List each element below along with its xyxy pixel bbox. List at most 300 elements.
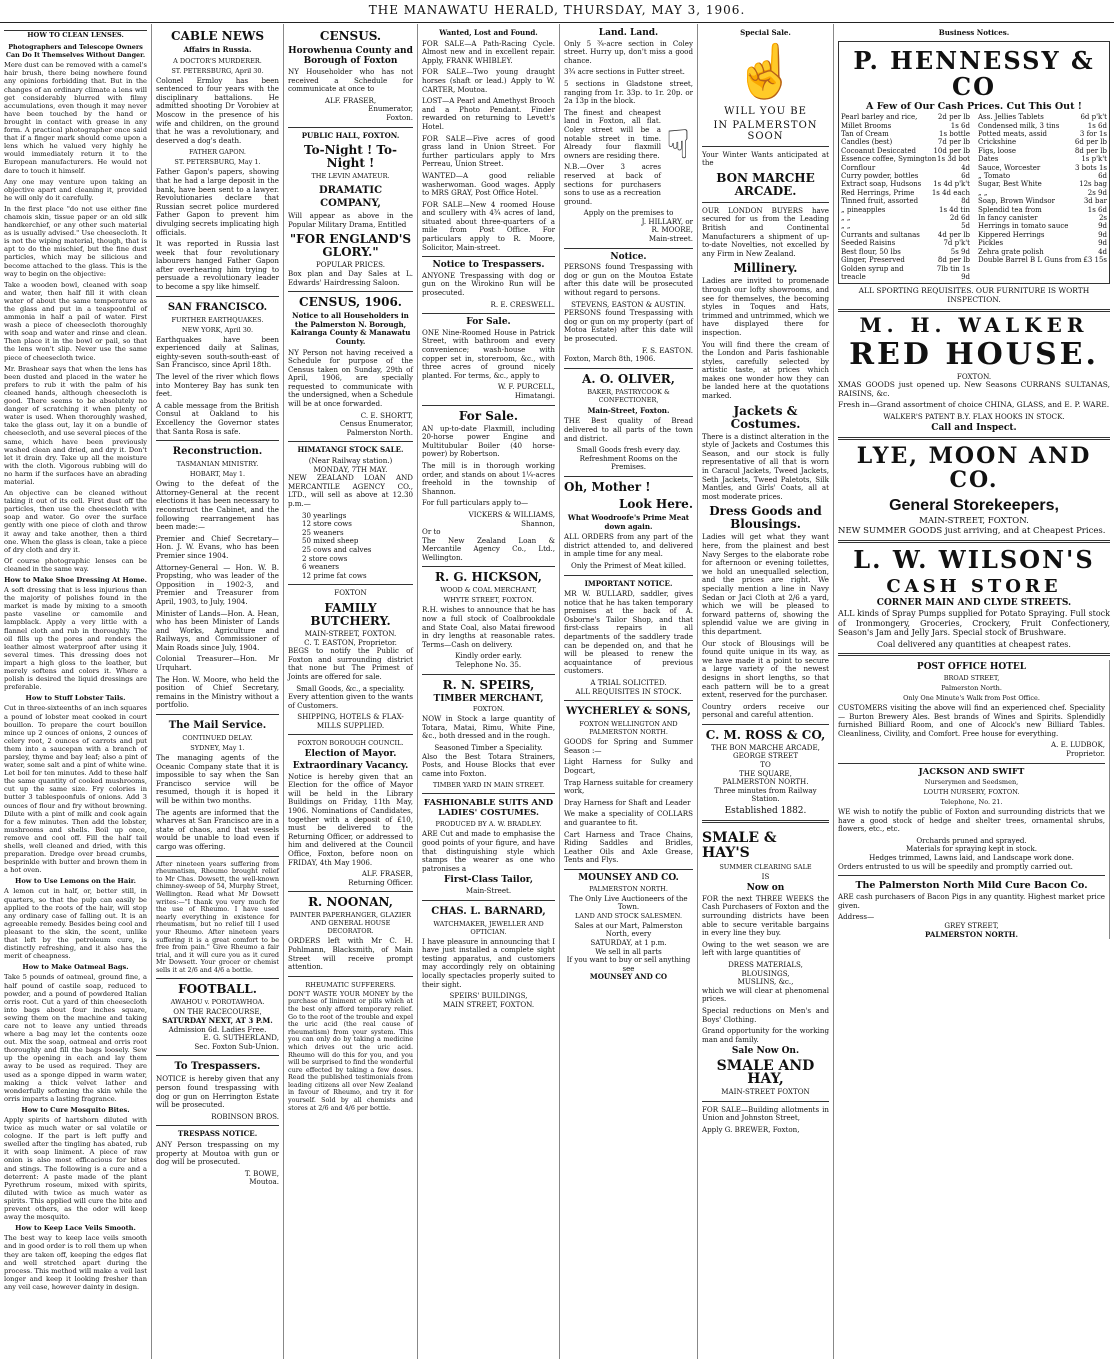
list-item: 12 store cows — [302, 519, 352, 529]
address: GREY STREET, — [944, 921, 999, 931]
headline: The Palmerston North Mild Cure Bacon Co. — [855, 880, 1088, 892]
price-row — [841, 172, 970, 180]
masthead: THE MANAWATU HERALD, THURSDAY, MAY 3, 1906. — [0, 0, 1114, 23]
paragraph: which we will clear at phenomenal prices. — [702, 985, 829, 1004]
paragraph: NOW in Stock a large quantity of Totara, Matai, Rimu, White Pine, &c., both dressed and in the rough. — [422, 714, 555, 741]
list-item: 50 mixed sheep — [302, 536, 359, 546]
subheading: Horowhenua County and Borough of Foxton — [288, 46, 413, 66]
headline: P. HENNESSY & CO — [853, 45, 1095, 101]
section-heading: WYCHERLEY & SONS, — [566, 706, 691, 718]
paragraph: The agents are informed that the wharves at San Francisco are in a state of chaos, and that vessels would be unable to load even if cargo was offering. — [156, 807, 279, 851]
subheading: What Woodroofe's Prime Meat down again. — [567, 512, 690, 531]
section-heading: CENSUS, 1906. — [299, 295, 402, 310]
line: WALKER'S PATENT B.Y. FLAX HOOKS IN STOCK. — [883, 411, 1065, 421]
paragraph: FOR SALE—Building allotments in Union and Johnston Street, — [702, 1104, 829, 1123]
price-row — [978, 189, 1107, 197]
line: Sales at our Mart, Palmerston North, every — [574, 920, 683, 939]
signature: E. G. SUTHERLAND, — [203, 1033, 279, 1043]
price-value: 5d — [961, 222, 970, 231]
price-value: 7d per lb — [937, 138, 970, 147]
paragraph: PERSONS found Trespassing with dog or gun on the Moutoa Estate after this date will be prosecuted without regard to persons. — [564, 262, 693, 298]
line: Or to — [422, 527, 441, 537]
price-item: In fancy canister — [978, 214, 1038, 223]
headline: IN PALMERSTON SOON — [713, 119, 818, 142]
address: FOXTON. — [956, 371, 992, 381]
section-heading: R. G. HICKSON, — [435, 570, 542, 585]
price-value: 1s 4d each — [931, 188, 970, 197]
signature: Palmerston North. — [346, 427, 413, 437]
line: Kindly order early. — [455, 651, 522, 661]
list-item: 2 store cows — [302, 553, 348, 563]
price-item: Essence coffee, Symington — [841, 155, 937, 164]
subheading: Affairs in Russia. — [183, 45, 252, 54]
telephone: Telephone No. 35. — [455, 660, 522, 670]
paragraph: N.B.—Over 3 acres reserved at back of sections for purchasers sons to use as a recreation ground. — [564, 162, 661, 206]
line: SATURDAY, at 1 p.m. — [590, 937, 667, 947]
section-heading: Extraordinary Vacancy. — [292, 761, 409, 772]
line: TIMBER YARD IN MAIN STREET. — [432, 781, 545, 790]
line: Refreshment Rooms on the Premises. — [579, 453, 678, 472]
classified: FOR SALE—New 4 roomed House and scullery with 4¾ acres of land, situated about three-quarters of a mile from Post Office. For particulars apply to R. Moore, Solicitor, Main-street. — [422, 199, 555, 252]
subheading: TASMANIAN MINISTRY. — [176, 460, 259, 469]
price-item: Extract soap, Hudsons — [841, 180, 922, 189]
signature: T. BOWE, — [244, 1168, 279, 1178]
line: Three minutes from Railway Station. — [714, 785, 817, 804]
paragraph: Ladies will get what they want here, from the plainest and best Navy Serges to the elaborate robe for afternoon or evening toilettes, we hold an unequalled selection, and the prices are right. We specially mention a line in Navy Sedan or Jaci Cloth at 2/6 a yard, which we will be pleased to forward patterns of, showing the splendid value we are giving in this department. — [702, 532, 829, 636]
paragraph: There is a distinct alteration in the style of Jackets and Costumes this Season, and our stock is fully representative of all that is worn in Caracul Jackets, Tweed Jackets, Seth Jackets, Tweed Paletots, Silk Mantles, and Girls' Coats, all at most moderate prices. — [702, 431, 829, 501]
signature: Main-street. — [648, 234, 693, 244]
paragraph: Minister of Lands—Hon. A. Hean, who has been Minister of Lands and Works, Agriculture and Railways, and Commissioner of Main Roads since July, 1904. — [156, 608, 279, 652]
price-value: 3d bar — [1083, 197, 1107, 206]
paragraph: ALL ORDERS from any part of the district attended to, and delivered in ample time for any meal. — [564, 532, 693, 559]
section-heading: The Mail Service. — [168, 720, 267, 732]
hennessy-ad — [838, 41, 1110, 285]
price-value: 1s bottle — [939, 130, 970, 138]
address: MAIN-STREET, FOXTON. — [919, 516, 1029, 527]
column-cable-news — [152, 24, 284, 1359]
section-heading: FOOTBALL. — [178, 982, 257, 997]
line: SHIPPING, HOTELS & FLAX-MILLS SUPPLIED. — [297, 712, 404, 730]
address: BROAD STREET, — [943, 673, 1000, 682]
address: Main-Street. — [465, 885, 512, 895]
paragraph: PERSONS found Trespassing with dog or gun on my property (part of Motoa Estate) after this date will be prosecuted. — [564, 308, 693, 343]
signature: Returning Officer. — [348, 877, 413, 887]
column-classifieds — [418, 24, 560, 1359]
headline: CASH STORE — [886, 575, 1062, 597]
signature: J. HILLARY, or — [641, 216, 693, 226]
paragraph: Mr. Brashear says that when the lens has been dusted and placed in the water he prefers to rub it with the palm of his cleaned hands, although cheesecloth is good. There seems to be absolutely no danger of scratching it when plenty of water is used. When thoroughly washed, take the glass out, lay it on a bundle of cheesecloth, and use several pieces of the same, which have been previously washed clean and dried, and dry it. Don't let it drain dry. Take up all the moisture with the cloth. Vigorous rubbing will do no harm if the surfaces have an abrading material. — [4, 364, 147, 486]
price-item: Kippered Herrings — [978, 230, 1045, 239]
section-heading: How to Cure Mosquito Bites. — [21, 1105, 130, 1114]
headline: M. H. WALKER — [859, 312, 1089, 337]
subheading: Nurserymen and Seedsmen, — [924, 778, 1019, 787]
paragraph: A soft dressing that is less injurious than the majority of polishes found in the market is made by mixing to a smooth paste vaseline or camomile and lampblack. Apply a very little with a flannel cloth and rub in thoroughly. The oil fills up the pores and renders the leather almost waterproof after using it several times. This dressing does not impart a high gloss to the leather, but merely softens and colors it. Where a polish is desired the liquid dressings are preferable. — [4, 586, 147, 692]
paragraph: Your Winter Wants anticipated at the — [702, 149, 829, 168]
paragraph: Any one may venture upon taking an objective apart and cleaning it, provided he will only do it carefully. — [4, 177, 147, 202]
section-heading: Special Sale. — [740, 28, 791, 37]
paragraph: It was reported in Russia last week that four revolutionary labourers hanged Father Gapon after overhearing him trying to persuade a revolutionary leader to become a spy like himself. — [156, 239, 279, 292]
price-item: Splendid tea from — [978, 205, 1042, 214]
price-row — [978, 138, 1107, 146]
price-note: POPULAR PRICES. — [315, 260, 386, 270]
price-item: „ pineapples — [841, 205, 886, 214]
section-heading: How to Make Shoe Dressing At Home. — [4, 576, 147, 584]
paragraph: NY Householder who has not received a Schedule for communicate at once to — [288, 67, 413, 94]
price-item: Golden syrup and treacle — [841, 264, 904, 281]
paragraph: ORDERS left with Mr C. H. Pohlmann, Blacksmith, of Main Street will receive prompt attention. — [288, 936, 413, 972]
section-heading: Millinery. — [733, 261, 798, 276]
subheading: WATCHMAKER, JEWELLER AND OPTICIAN. — [433, 919, 544, 936]
price-item: Red Herrings, Prime — [841, 188, 915, 197]
paragraph: In the first place "do not use either fine chamois skin, tissue paper or an old silk handkerchief, or any other such material as is usually advised." Use cheesecloth. It is not the wiping material, though, that is apt to do the mischief, but the fine dust particles, which may be silicious and become attached to the glass. This is the way to begin on the objective: — [4, 204, 147, 278]
line: We sell in all parts — [595, 946, 662, 956]
paragraph: OUR LONDON BUYERS have secured for us from the Leading British and Continental Manufacturers a shipment of up-to-date Novelties, not excelled by any Firm in New Zealand. — [702, 205, 829, 258]
price-value: 2d 6d — [949, 214, 970, 223]
price-value: 12s bag — [1079, 180, 1107, 189]
price-row — [841, 138, 970, 146]
price-row — [978, 155, 1107, 163]
paragraph: ONE Nine-Roomed House in Patrick Street, with bathroom and every convenience; wash-house with copper set in, storeroom, &c., with three acres of ground nicely planted. For terms, &c., apply to — [422, 327, 555, 380]
price-value: 6d — [1098, 172, 1107, 181]
price-item: „ Tomato — [978, 172, 1011, 181]
price-row — [841, 197, 970, 205]
dateline: ST. PETERSBURG, May 1. — [174, 158, 261, 167]
section-heading: How to Use Lemons on the Hair. — [15, 877, 136, 886]
paragraph: R.H. wishes to announce that he has now a full stock of Coalbrookdale and State Coal, also Matai firewood in dry lengths at reasonable rates. Terms—Cash on delivery. — [422, 605, 555, 649]
list-item: 30 yearlings — [302, 510, 347, 520]
price-value: 1s 6d — [1087, 121, 1107, 130]
price-value: 1s 6d — [1087, 205, 1107, 214]
headline: Sale Now On. — [731, 1046, 800, 1057]
price-list-right — [978, 113, 1107, 281]
price-item: Best flour, 50 lbs — [841, 247, 901, 256]
subheading: FATHER GAPON. — [189, 148, 246, 157]
price-item: „ „ — [841, 222, 851, 231]
address: PALMERSTON NORTH. — [722, 777, 809, 787]
paragraph: An objective can be cleaned without taking it out of its cell. First dust off the particles, then use the cheesecloth with soap and water. Go over the surface gently with one piece of cloth and throw it away and take another, then a third one. When the glass is clean, take a piece of dry cloth and dry it. — [4, 489, 147, 554]
price-row — [841, 231, 970, 239]
classified: LOST—A Pearl and Amethyst Brooch and a Photo Pendant. Finder rewarded on returning to Levett's Hotel. — [422, 96, 555, 131]
section-heading: RHEUMATIC SUFFERERS. — [305, 980, 396, 989]
price-row — [978, 164, 1107, 172]
section-heading: For Sale. — [458, 408, 519, 423]
line: MOUNSEY AND CO — [589, 972, 668, 982]
subheading: PRODUCED BY A. W. BRADLEY. — [435, 820, 542, 829]
address: THE BON MARCHE ARCADE, — [711, 742, 820, 752]
paragraph: BEGS to notify the Public of Foxton and surrounding district that none but The Primest of Joints are offered for sale. — [288, 646, 413, 681]
price-row — [841, 164, 970, 172]
line: The Only Live Auctioneers of the Town. — [569, 893, 688, 912]
price-row — [978, 122, 1107, 130]
address: GEORGE STREET — [732, 751, 799, 761]
price-item: Seeded Raisins — [841, 239, 896, 248]
signature: Census Enumerator, — [339, 419, 413, 429]
list-item: BLOUSINGS, — [741, 968, 790, 978]
line: Established 1882. — [724, 806, 807, 817]
signature: A. E. LUDBOK, — [1050, 740, 1105, 750]
line: Materials for spraying kept in stock. — [905, 844, 1038, 854]
subheading: WOOD & COAL MERCHANT, — [440, 586, 537, 595]
section-heading: R. N. SPEIRS, — [442, 677, 535, 692]
paragraph: Also the Best Totara Strainers, Posts, and House Blocks that ever came into Foxton. — [422, 751, 555, 778]
headline: POST OFFICE HOTEL — [916, 662, 1027, 673]
section-heading: CHAS. L. BARNARD, — [431, 905, 546, 917]
signature: VICKERS & WILLIAMS, — [468, 509, 555, 519]
paragraph: THE Best quality of Bread delivered to all parts of the town and district. — [564, 416, 693, 443]
pointing-hand-icon: ☝ — [733, 41, 798, 102]
paragraph: Special reductions on Men's and Boys' Clothing. — [702, 1005, 829, 1024]
price-row — [841, 239, 970, 247]
section-heading: CENSUS. — [319, 29, 382, 43]
subheading: A Few of Our Cash Prices. Cut This Out ! — [866, 100, 1082, 112]
line: Address— — [838, 912, 875, 922]
paragraph: CUSTOMERS visiting the above will find an experienced chef. Speciality— Burton Brewery Ales. Best brands of Wines and Spirits. Splendidly furnished Billiard Room, and one of Alcock's new Billiard Tables. Cleanliness, Civility, and Comfort. Free house for everything. — [838, 702, 1105, 738]
paragraph: Take 5 pounds of oatmeal, ground fine, a half pound of castile soap, reduced to powder, and a pound of powdered Italian orris root. Cut a yard of thin cheesecloth into bags about four inches square, sewing them on the machine and taking care not to leave any untied threads where a bag may let the contents ooze out. Mix the soap, oatmeal and orris root thoroughly and fill the bags loosely. Sew up the opening in each and lay them away to be used as required. They are used as a sponge dipped in warm water, making a thick velvet lather and wonderfully softening the skin while the orris imparts a lasting fragrance. — [4, 973, 147, 1103]
subheading: FOXTON — [334, 588, 367, 598]
price-value: 2s 9d — [1087, 188, 1107, 197]
event-venue: ON THE RACECOURSE, — [173, 1007, 262, 1017]
price-row — [978, 231, 1107, 239]
headline: Now on — [746, 883, 785, 894]
price-item: Figs, loose — [978, 146, 1017, 155]
price-row — [978, 172, 1107, 180]
address: LOUTH NURSERY, FOXTON. — [923, 788, 1020, 797]
price-value: 1s 6d — [950, 121, 970, 130]
price-value: 2s — [1098, 214, 1107, 223]
section-heading: To Trespassers. — [174, 1061, 261, 1073]
paragraph: ARE Cut and made to emphasise the good points of your figure, and have that distinguishing style which stamps the wearer as one who patronises a — [422, 829, 555, 873]
price-row — [978, 180, 1107, 188]
signature: Sec. Foxton Sub-Union. — [194, 1041, 279, 1051]
section-heading: TRESPASS NOTICE. — [177, 1129, 258, 1139]
line: LAND AND STOCK SALESMEN. — [574, 911, 683, 920]
signature: ROBINSON BROS. — [211, 1111, 279, 1121]
section-heading: Reconstruction. — [172, 446, 263, 458]
section-heading: For Sale. — [466, 317, 511, 328]
telephone: Telephone, No. 21. — [940, 798, 1003, 807]
price-row — [978, 206, 1107, 214]
price-row — [841, 222, 970, 230]
price-row — [978, 130, 1107, 138]
price-value: 3 for 1s — [1079, 130, 1107, 138]
signature: R. E. CRESWELL. — [490, 299, 555, 309]
headline: Oh, Mother ! — [564, 479, 651, 494]
price-item: Dates — [978, 155, 999, 164]
price-item: Sugar, Best White — [978, 180, 1042, 189]
price-value: £3 15s — [1083, 256, 1107, 265]
price-item: Cornflour — [841, 163, 876, 172]
subheading: A DOCTOR'S MURDERER. — [173, 56, 262, 65]
section-heading: IMPORTANT NOTICE. — [584, 578, 673, 588]
price-item: Cocoanut Desiccated — [841, 146, 916, 155]
column-household-hints — [0, 24, 152, 1359]
headline: C. M. ROSS & CO, — [705, 727, 826, 742]
price-item: „ „ — [841, 214, 851, 223]
price-item: Tinned fruit, assorted — [841, 197, 919, 206]
subheading: FOXTON BOROUGH COUNCIL. — [297, 739, 404, 748]
signature: ALF. FRASER, — [361, 869, 413, 879]
signature: Himatangi. — [514, 390, 555, 400]
price-value: 6d per lb — [1074, 138, 1107, 147]
paragraph: Box plan and Day Sales at L. Edwards' Hairdressing Saloon. — [288, 268, 413, 287]
price-value: 9d — [1098, 239, 1107, 248]
paragraph: Will appear as above in the Popular Military Drama, Entitled — [288, 211, 413, 229]
line: Only One Minute's Walk from Post Office. — [903, 693, 1040, 702]
dateline: SYDNEY, May 1. — [190, 744, 245, 753]
signature: W. F. PURCELL, — [497, 382, 555, 392]
paragraph: Mere dust can be removed with a camel's hair brush, there being nowhere found any opinions forbidding that. But in the changes of an ordinary climate a lens will get considerably blurred with filmy accumulations, even though it may never have been touched by the hand or brought in contact with grease in any form. A practical photographer once said that if a finger mark should come upon a lens which he valued very highly he would immediately return it to the European manufacturers. He would not dare to touch it himself. — [4, 61, 147, 175]
paragraph: ARE cash purchasers of Bacon Pigs in any quantity. Highest market price given. — [838, 892, 1105, 910]
price-item: Pickles — [978, 239, 1004, 248]
price-value: 6d p'k't — [1080, 113, 1107, 122]
address: MAIN STREET, FOXTON. — [442, 999, 535, 1009]
section-heading: How to Make Oatmeal Bags. — [22, 963, 129, 972]
price-value: 1s 3d bot — [937, 155, 970, 164]
address: WHYTE STREET, FOXTON. — [443, 596, 534, 605]
section-heading: Notice to Trespassers. — [432, 260, 545, 271]
paragraph: XMAS GOODS just opened up. New Seasons CURRANS SULTANAS, RAISINS, &c. — [838, 380, 1110, 398]
price-row — [978, 239, 1107, 247]
subheading: THE LEVIN AMATEUR. — [311, 172, 390, 181]
paragraph: 3¾ acre sections in Futter street. — [564, 67, 685, 77]
price-item: Tan of Cream — [841, 130, 889, 138]
paragraph: Father Gapon's papers, showing that he had a large deposit in the bank, have been sent to a lawyer. Revolutionaries declare that Russian secret police murdered Father Gapon to prevent him divulging secrets implicating high officials. — [156, 167, 279, 237]
price-row — [841, 130, 970, 138]
price-value: 8d per lb — [937, 256, 970, 265]
headline: SMALE & HAY'S — [702, 829, 777, 861]
paragraph: Owing to the wet season we are left with large quantities of — [702, 939, 829, 958]
headline: JACKSON AND SWIFT — [918, 766, 1025, 777]
price-row — [841, 122, 970, 130]
price-row — [978, 222, 1107, 230]
paragraph: MR W. BULLARD, saddler, gives notice that he has taken temporary premises at the back of A. Osborne's Tailor Shop, and that first-class repairs in all departments of the saddlery trade can be depended on, and that he will be pleased to renew the acquaintance of previous customers. — [564, 589, 693, 676]
price-value: 1s 4d tin — [939, 205, 970, 214]
article-title: HOW TO CLEAN LENSES. — [4, 30, 147, 39]
list-item: 25 cows and calves — [302, 544, 372, 554]
price-row — [841, 206, 970, 214]
paragraph: Only 5 ¾-acre section in Coley street. Hurry up, don't miss a good chance. — [564, 38, 693, 65]
price-item: Condensed milk, 3 tins — [978, 121, 1060, 130]
section-heading: Jackets & Costumes. — [730, 403, 801, 431]
line: Small Goods fresh every day. — [576, 445, 681, 455]
paragraph: AN up-to-date Flaxmill, including 20-horse power Engine and Multitubular Boiler (40 horse-power) by Robertson. — [422, 423, 555, 459]
headline: WILL YOU BE — [724, 105, 807, 117]
paragraph: You will find there the cream of the London and Paris fashionable styles, carefully selected by artistic taste, at prices which makes one wonder how they can be landed here at the quotations marked. — [702, 339, 829, 401]
signature: F. S. EASTON. — [641, 345, 693, 355]
address: CORNER MAIN AND CLYDE STREETS. — [876, 597, 1072, 608]
list-item: 25 weaners — [302, 527, 344, 537]
paragraph: ANYONE Trespassing with dog or gun on the Wirokino Run will be prosecuted. — [422, 270, 555, 298]
price-row — [978, 113, 1107, 121]
dateline: Foxton, March 8th, 1906. — [564, 354, 656, 364]
paragraph: Take a wooden bowl, cleaned with soap and water, then half fill it with clean water of about the same temperature as the glass and put in a teaspoonful of ammonia in half a pail of water. First wash a piece of cheesecloth thoroughly with soap and water and rinse and clean. Then place it in the bowl or pail, so that the lens won't slip. Never use the same piece of cheesecloth twice. — [4, 280, 147, 362]
paragraph: The New Zealand Loan & Mercantile Agency Co., Ltd., Wellington. — [422, 535, 555, 562]
address: SPEIRS' BUILDINGS, — [449, 991, 528, 1001]
section-heading: FAMILY BUTCHERY. — [310, 600, 391, 628]
headline: SMALE AND HAY, — [716, 1057, 815, 1087]
paragraph: Premier and Chief Secretary—Hon. J. W. Evans, who has been Premier since 1904. — [156, 533, 279, 560]
price-value: 10d per lb — [933, 146, 970, 155]
price-item: Potted meats, assid — [978, 130, 1048, 138]
paragraph: Earthquakes have been experienced daily at Salinas, eighty-seven south-south-east of San Francisco, since April 18th. — [156, 334, 279, 370]
paragraph: The level of the river which flows into Monterey Bay has sunk ten feet. — [156, 372, 279, 399]
paragraph: The mill is in thorough working order, and stands on about 1¼-acres freehold in the township of Shannon. — [422, 460, 555, 496]
price-row — [978, 214, 1107, 222]
paragraph: FOR the next THREE WEEKS the Cash Purchasers of Foxton and the surrounding districts have been able to secure veritable bargains in every line they buy. — [702, 893, 829, 938]
classified: FOR SALE—A Path-Racing Cycle. Almost new and in excellent repair. Apply, FRANK WHIBLEY. — [422, 38, 555, 65]
signature: C. E. SHORTT, — [360, 410, 413, 420]
column-business-notices — [834, 24, 1114, 1359]
headline: "FOR ENGLAND'S GLORY." — [289, 232, 412, 260]
paragraph: A cable message from the British Consul at Oakland to his Excellency the Governor states that Santa Rosa is safe. — [156, 400, 279, 436]
paragraph: Our stock of Blousings will be found quite unique in its way, as we have made it a point to secure a large variety of the newest designs in short lengths, so that each pattern will be to a great extent, reserved for the purchaser. — [702, 638, 829, 700]
price-row — [978, 248, 1107, 256]
line: Orchards pruned and sprayed. — [916, 835, 1027, 845]
subheading: PAINTER PAPERHANGER, GLAZIER AND GENERAL HOUSE DECORATOR. — [289, 911, 412, 936]
headline: RED HOUSE. — [849, 336, 1099, 372]
price-value: 9d — [1098, 222, 1107, 231]
paragraph: The finest and cheapest land in Foxton, all flat. Coley street will be a notable street in time. Already four flaxmill owners are residing there. — [564, 107, 661, 160]
paragraph: The managing agents of the Oceanic Company state that it is impossible to say when the San Francisco service will be resumed, though it is hoped it will be within two months. — [156, 753, 279, 805]
list-item: 12 prime fat cows — [302, 570, 367, 580]
paragraph: Of course photographic lenses can be cleaned in the same way. — [4, 556, 147, 573]
headline: BON MARCHE ARCADE. — [716, 170, 815, 198]
paragraph: Trap Harness suitable for creamery work, — [564, 777, 693, 796]
paragraph: WE wish to notify the public of Foxton and surrounding districts that we have a good stock of hedge and shelter trees, ornamental shrubs, flowers, etc., etc. — [838, 807, 1105, 834]
signature: Enumerator, — [368, 104, 413, 114]
section-heading: HIMATANGI STOCK SALE. — [297, 445, 404, 455]
line: Apply on the premises to — [583, 208, 674, 218]
line: Hedges trimmed, Lawns laid, and Landscape work done. — [869, 853, 1074, 863]
headline: First-Class Tailor, — [444, 875, 533, 886]
paragraph: NEW SUMMER GOODS just arriving, and at Cheapest Prices. — [838, 525, 1106, 536]
paragraph: Fresh in—Grand assortment of choice CHINA, GLASS, and E. P. WARE. — [838, 400, 1110, 410]
price-item: Soap, Brown Windsor — [978, 197, 1055, 206]
price-row — [841, 214, 970, 222]
list-item: 6 weaners — [302, 562, 340, 572]
paragraph: The best way to keep lace veils smooth and in good order is to roll them up when they are taken off, keeping the edges flat and well stretched apart during the process. This method will make a veil last longer and keep it looking fresher than any veil case, however dainty in design. — [4, 1234, 147, 1291]
line: Apply G. BREWER, Foxton, — [702, 1124, 800, 1134]
headline: DRAMATIC COMPANY, — [318, 185, 383, 210]
list-item: MUSLINS, &c., — [737, 977, 794, 987]
classified: FOR SALE—Two young draught horses (shaft or lead.) Apply to W. CARTER, Moutoa. — [422, 67, 555, 94]
event-date: SATURDAY NEXT, AT 3 P.M. — [162, 1016, 273, 1026]
section-heading: A. O. OLIVER, — [582, 371, 675, 386]
paragraph: NOTICE is hereby given that any person found trespassing with dog or gun on Herrington Estate will be prosecuted. — [156, 1074, 279, 1110]
column-special-sale — [698, 24, 834, 1359]
paragraph: Colonial Treasurer—Hon. Mr Urquhart. — [156, 654, 279, 673]
price-row — [841, 155, 970, 163]
price-item: Zehra grate polish — [978, 247, 1044, 256]
subheading: FOXTON WELLINGTON AND PALMERSTON NORTH. — [579, 720, 678, 737]
subheading: SUMMER CLEARING SALE — [719, 862, 812, 871]
price-value: 3 bots 1s — [1074, 163, 1107, 172]
paragraph: Orders entrusted to us will be speedily and promptly carried out. — [838, 861, 1073, 871]
price-item: Double Barrel B L Guns from — [978, 256, 1082, 265]
line: A TRIAL SOLICITED. — [590, 678, 667, 688]
section-heading: Election of Mayor. — [304, 749, 397, 760]
signature: Moutoa. — [249, 1177, 279, 1187]
section-heading: Business Notices. — [938, 28, 1010, 37]
price-row — [841, 256, 970, 264]
location: (Near Railway station.) — [308, 456, 393, 466]
section-heading: Wanted, Lost and Found. — [439, 28, 538, 37]
price-value: 7d p'k't — [943, 239, 970, 248]
paragraph: Owing to the defeat of the Attorney-General at the recent elections it has been necessary to reconstruct the Cabinet, and the following rearrangement has been made:— — [156, 479, 279, 532]
subheading: CONTINUED DELAY. — [182, 734, 253, 743]
line: Coal delivered any quantities at cheapest rates. — [877, 639, 1071, 649]
address: Main-Street, Foxton. — [587, 405, 670, 415]
